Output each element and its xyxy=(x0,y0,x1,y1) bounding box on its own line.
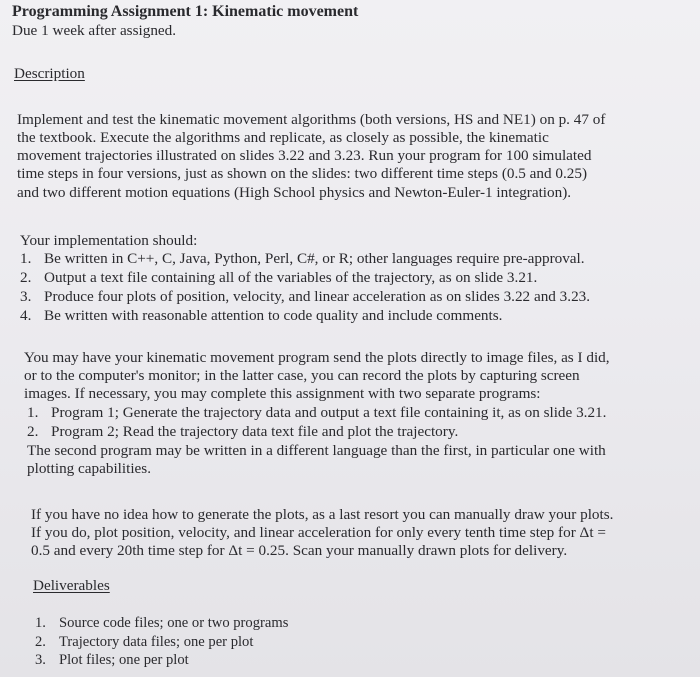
deliverable-item xyxy=(35,614,288,632)
item-number: 3. xyxy=(35,652,46,668)
implementation-item xyxy=(20,269,537,287)
manual-line: If you have no idea how to generate the plots, as a last resort you can manually draw your plots. xyxy=(31,506,614,523)
item-text: Plot files; one per plot xyxy=(59,652,189,668)
plots-line: You may have your kinematic movement program send the plots directly to image files, as I did, xyxy=(24,349,610,366)
item-number: 3. xyxy=(20,288,32,305)
item-text: Source code files; one or two programs xyxy=(59,615,289,631)
deliverable-item xyxy=(35,651,189,669)
program-item xyxy=(27,404,606,422)
item-text: Trajectory data files; one per plot xyxy=(59,634,254,650)
description-line: time steps in four versions, just as shown on the slides: two different time steps (0.5 and 0.25) xyxy=(17,165,588,182)
deliverable-item xyxy=(35,633,253,651)
assignment-title: Programming Assignment 1: Kinematic movement xyxy=(12,3,359,20)
plots-line: or to the computer's monitor; in the latter case, you can record the plots by capturing screen xyxy=(24,367,580,384)
item-number: 4. xyxy=(20,307,32,324)
item-number: 1. xyxy=(27,404,39,421)
program-item xyxy=(27,423,458,441)
description-line: Implement and test the kinematic movement algorithms (both versions, HS and NE1) on p. 47 of xyxy=(17,111,606,128)
implementation-item xyxy=(20,288,590,306)
implementation-item xyxy=(20,307,502,325)
item-text: Program 1; Generate the trajectory data and output a text file containing it, as on slide 3.21. xyxy=(51,404,607,421)
plots-closing-line: The second program may be written in a different language than the first, in particular one with xyxy=(27,442,606,459)
item-text: Program 2; Read the trajectory data text file and plot the trajectory. xyxy=(51,423,459,440)
item-number: 2. xyxy=(20,269,32,286)
plots-line: images. If necessary, you may complete this assignment with two separate programs: xyxy=(24,385,541,402)
plots-closing-line: plotting capabilities. xyxy=(27,460,152,477)
item-text: Be written with reasonable attention to code quality and include comments. xyxy=(44,307,503,324)
item-number: 2. xyxy=(27,423,39,440)
due-date: Due 1 week after assigned. xyxy=(12,22,177,39)
implementation-intro: Your implementation should: xyxy=(20,232,198,249)
manual-line: 0.5 and every 20th time step for Δt = 0.25. Scan your manually drawn plots for delivery. xyxy=(31,542,568,559)
implementation-item xyxy=(20,250,585,268)
item-text: Produce four plots of position, velocity, and linear acceleration as on slides 3.22 and 3.23. xyxy=(44,288,591,305)
item-number: 2. xyxy=(35,634,46,650)
item-text: Output a text file containing all of the variables of the trajectory, as on slide 3.21. xyxy=(44,269,538,286)
item-text: Be written in C++, C, Java, Python, Perl, C#, or R; other languages require pre-approval. xyxy=(44,250,585,267)
deliverables-heading: Deliverables xyxy=(33,577,110,594)
description-line: and two different motion equations (High School physics and Newton-Euler-1 integration). xyxy=(17,184,572,201)
manual-line: If you do, plot position, velocity, and linear acceleration for only every tenth time step for Δt = xyxy=(31,524,606,541)
item-number: 1. xyxy=(35,615,46,631)
description-heading: Description xyxy=(14,65,85,82)
description-line: the textbook. Execute the algorithms and replicate, as closely as possible, the kinematic xyxy=(17,129,549,146)
description-line: movement trajectories illustrated on slides 3.22 and 3.23. Run your program for 100 simulated xyxy=(17,147,592,164)
item-number: 1. xyxy=(20,250,32,267)
